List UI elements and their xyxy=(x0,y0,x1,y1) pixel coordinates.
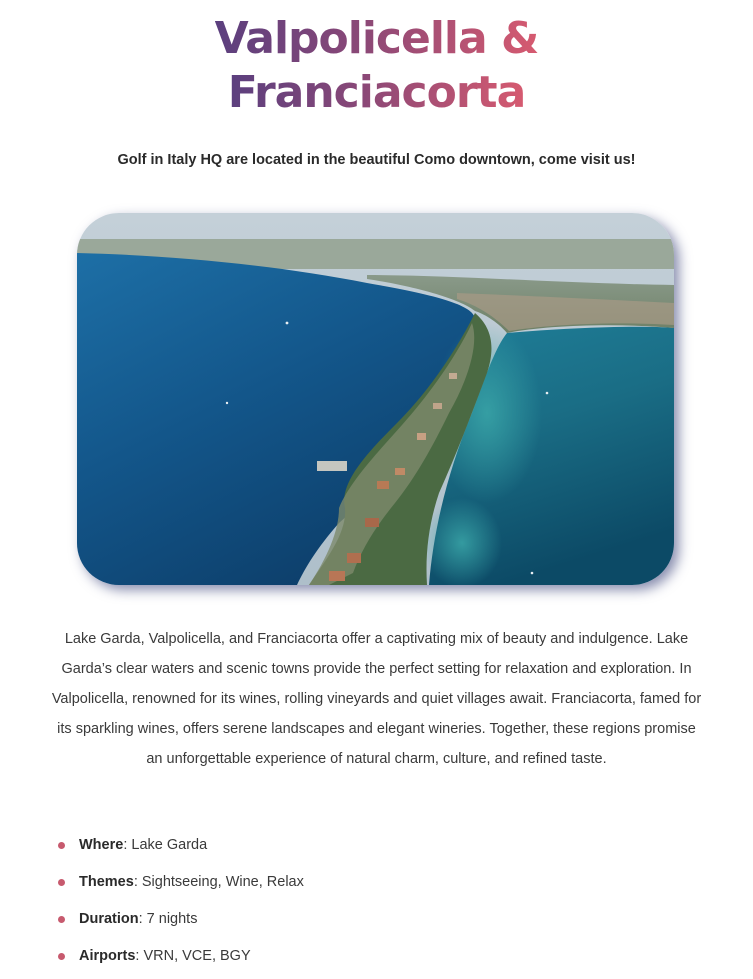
hero-image xyxy=(77,213,674,585)
fact-value: VRN, VCE, BGY xyxy=(143,948,251,964)
list-item xyxy=(0,867,753,904)
list-item xyxy=(0,941,753,978)
bullet-icon xyxy=(58,842,65,849)
page-title xyxy=(0,12,753,120)
fact-separator: : xyxy=(133,874,142,890)
fact-key: Where xyxy=(79,837,124,853)
fact-separator: : xyxy=(138,911,147,927)
fact-text xyxy=(79,830,207,860)
fact-key: Airports xyxy=(79,948,136,964)
fact-value: 7 nights xyxy=(146,911,198,927)
bullet-icon xyxy=(58,916,65,923)
fact-value: Lake Garda xyxy=(131,837,208,853)
intro-paragraph: Lake Garda, Valpolicella, and Franciacorta offer a captivating mix of beauty and indulgence. Lake Garda’s clear waters and scenic towns provide the perfect setting for relaxation and exploration. In Valpolicella, renowned for its wines, rolling vineyards and quiet villages await. Franciacorta, famed for its sparkling wines, offers serene landscapes and elegant wineries. Together, these regions promise an unforgettable experience of natural charm, culture, and refined taste. xyxy=(51,631,702,767)
fact-text xyxy=(79,941,251,971)
fact-text xyxy=(79,904,197,934)
fact-key: Duration xyxy=(79,911,139,927)
fact-value: Sightseeing, Wine, Relax xyxy=(141,874,304,890)
trip-facts-list xyxy=(0,830,753,978)
aerial-lake-photo-icon xyxy=(77,213,674,585)
bullet-icon xyxy=(58,879,65,886)
bullet-icon xyxy=(58,953,65,960)
fact-text xyxy=(79,867,304,897)
fact-key: Themes xyxy=(79,874,134,890)
page-subtitle: Golf in Italy HQ are located in the beautiful Como downtown, come visit us! xyxy=(117,152,636,168)
page-title-line1: Valpolicella & xyxy=(214,13,539,64)
fact-separator: : xyxy=(123,837,132,853)
fact-separator: : xyxy=(135,948,144,964)
list-item xyxy=(0,830,753,867)
list-item xyxy=(0,904,753,941)
page-title-line2: Franciacorta xyxy=(227,67,526,118)
